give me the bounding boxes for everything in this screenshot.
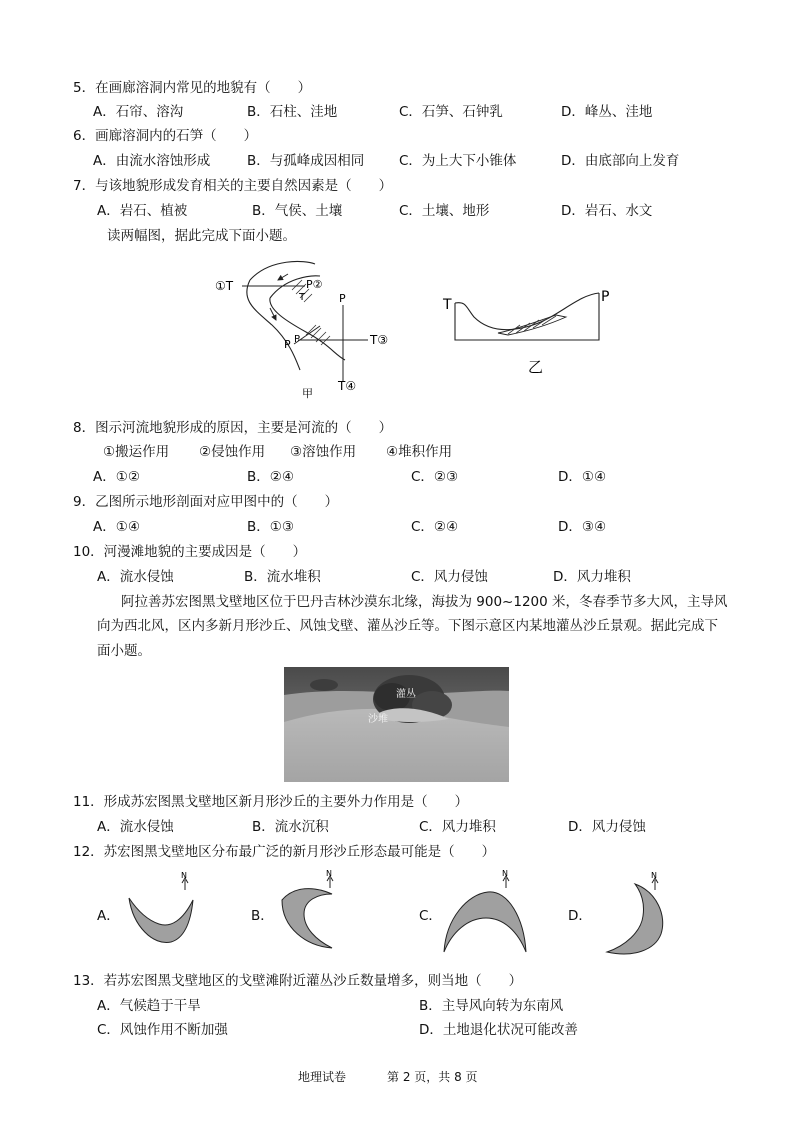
figure-yi (438, 285, 618, 380)
q8-option-b: B．②④ (247, 469, 294, 485)
q11-option-d: D．风力侵蚀 (568, 819, 646, 835)
q5-option-c: C．石笋、石钟乳 (399, 104, 503, 120)
photo-label-shrub: 灌丛 (396, 689, 416, 700)
q10-option-c: C．风力侵蚀 (411, 569, 488, 585)
q10-option-b: B．流水堆积 (244, 569, 321, 585)
q8-choice-1: ①搬运作用 (103, 444, 170, 460)
q8-option-d: D．①④ (558, 469, 607, 485)
q12-stem: 12．苏宏图黑戈壁地区分布最广泛的新月形沙丘形态最可能是（ ） (73, 844, 496, 860)
q8-option-a: A．①② (93, 469, 140, 485)
q7-option-c: C．土壤、地形 (399, 203, 490, 219)
q11-option-c: C．风力堆积 (419, 819, 496, 835)
q8-option-c: C．②③ (411, 469, 459, 485)
q7-option-d: D．岩石、水文 (561, 203, 653, 219)
q9-option-c: C．②④ (411, 519, 459, 535)
q10-stem: 10．河漫滩地貌的主要成因是（ ） (73, 544, 307, 560)
q5-option-d: D．峰丛、洼地 (561, 104, 653, 120)
jia-label-p-mid: P (294, 334, 301, 345)
q6-option-d: D．由底部向上发育 (561, 153, 680, 169)
q13-option-a: A．气候趋于干旱 (97, 998, 201, 1014)
q12-option-a: A． (97, 908, 120, 924)
q12-option-b: B． (251, 908, 274, 924)
q7-stem: 7．与该地貌形成发育相关的主要自然因素是（ ） (73, 178, 393, 194)
q5-stem: 5．在画廊溶洞内常见的地貌有（ ） (73, 80, 312, 96)
q9-option-d: D．③④ (558, 519, 607, 535)
photo-label-sand: 沙堆 (368, 714, 388, 725)
q13-option-c: C．风蚀作用不断加强 (97, 1022, 228, 1038)
q13-option-b: B．主导风向转为东南风 (419, 998, 564, 1014)
q9-option-b: B．①③ (247, 519, 294, 535)
intro2-line2: 向为西北风，区内多新月形沙丘、风蚀戈壁、灌丛沙丘等。下图示意区内某地灌丛沙丘景观。据此完成下 (97, 618, 718, 634)
jia-label-p-top: P (339, 292, 346, 305)
q13-option-d: D．土地退化状况可能改善 (419, 1022, 578, 1038)
jia-label-p-left: P (284, 338, 291, 351)
jia-label-1: ①T (215, 279, 234, 293)
yi-label-t: T (443, 297, 452, 313)
intro2-line1: 阿拉善苏宏图黑戈壁地区位于巴丹吉林沙漠东北缘，海拔为 900~1200 米，冬春季节多大风，主导风 (121, 594, 728, 610)
q8-choice-2: ②侵蚀作用 (199, 444, 266, 460)
dune-a-north: N (181, 872, 187, 880)
q5-option-a: A．石帘、溶沟 (93, 104, 184, 120)
intro-two-figures: 读两幅图，据此完成下面小题。 (107, 228, 296, 244)
footer-page-number: 第 2 页，共 8 页 (387, 1070, 478, 1084)
dune-shape-a (125, 872, 205, 952)
q9-stem: 9．乙图所示地形剖面对应甲图中的（ ） (73, 494, 339, 510)
q6-option-b: B．与孤峰成因相同 (247, 153, 365, 169)
jia-label-t-small: T (299, 292, 306, 303)
q6-option-a: A．由流水溶蚀形成 (93, 153, 211, 169)
dune-b-north: N (326, 869, 332, 878)
dune-d-north: N (651, 871, 657, 880)
jia-caption: 甲 (302, 387, 313, 400)
q10-option-d: D．风力堆积 (553, 569, 631, 585)
yi-caption: 乙 (528, 358, 544, 376)
q9-option-a: A．①④ (93, 519, 140, 535)
shrub-dune-photo (284, 667, 509, 782)
q13-stem: 13．若苏宏图黑戈壁地区的戈壁滩附近灌丛沙丘数量增多，则当地（ ） (73, 973, 523, 989)
q5-option-b: B．石柱、洼地 (247, 104, 338, 120)
q10-option-a: A．流水侵蚀 (97, 569, 174, 585)
footer-subject: 地理试卷 (298, 1070, 347, 1084)
q8-choice-3: ③溶蚀作用 (290, 444, 357, 460)
jia-label-4: T④ (338, 379, 357, 393)
q11-option-a: A．流水侵蚀 (97, 819, 174, 835)
q11-option-b: B．流水沉积 (252, 819, 329, 835)
q6-option-c: C．为上大下小锥体 (399, 153, 517, 169)
dune-shape-c (440, 868, 540, 958)
q7-option-b: B．气侯、土壤 (252, 203, 343, 219)
jia-label-3: T③ (370, 333, 389, 347)
dune-shape-d (595, 868, 675, 963)
q6-stem: 6．画廊溶洞内的石笋（ ） (73, 128, 258, 144)
q12-option-c: C． (419, 908, 442, 924)
dune-c-north: N (502, 869, 508, 878)
dune-shape-b (274, 868, 364, 958)
q11-stem: 11．形成苏宏图黑戈壁地区新月形沙丘的主要外力作用是（ ） (73, 794, 469, 810)
figure-jia (210, 250, 400, 400)
q7-option-a: A．岩石、植被 (97, 203, 188, 219)
intro2-line3: 面小题。 (97, 643, 151, 659)
q8-stem: 8．图示河流地貌形成的原因，主要是河流的（ ） (73, 420, 393, 436)
yi-label-p: P (601, 289, 610, 305)
q12-option-d: D． (568, 908, 592, 924)
jia-label-2: P② (306, 278, 323, 291)
q8-choice-4: ④堆积作用 (386, 444, 453, 460)
